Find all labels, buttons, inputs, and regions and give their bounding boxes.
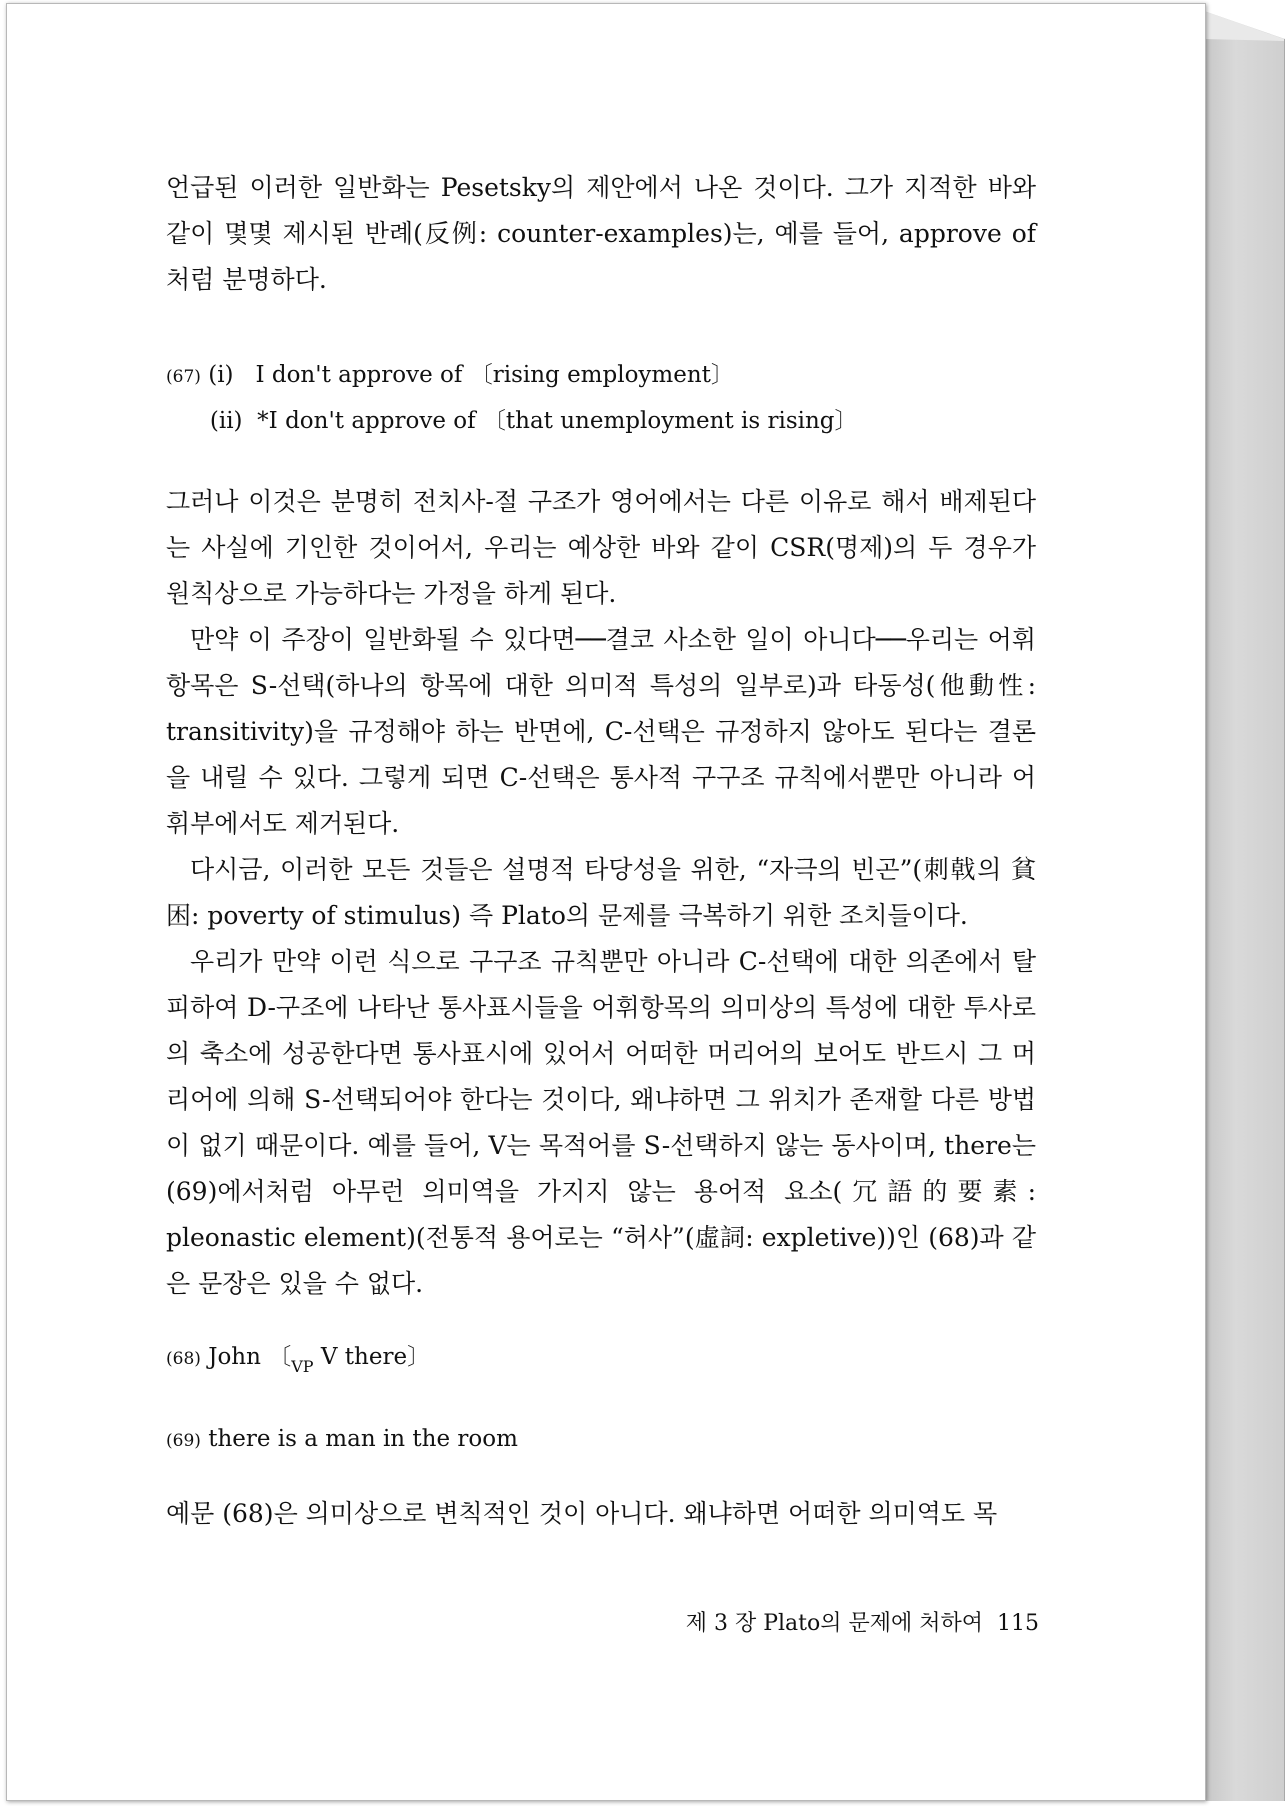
paragraph: 언급된 이러한 일반화는 Pesetsky의 제안에서 나온 것이다. 그가 지적한 바와 같이 몇몇 제시된 반례(反例: counter-examples)는, 예를 들어, approve of처럼 분명하다. (166, 173, 1036, 294)
example-sublabel: (ii) (209, 408, 243, 434)
example-text: V there〕 (313, 1344, 431, 1370)
example-text: there is a man in the room (208, 1426, 518, 1452)
example-69 (166, 1417, 1036, 1463)
example-sublabel: (i) (208, 362, 234, 388)
vp-subscript: VP (291, 1357, 314, 1376)
example-67-ii (166, 399, 1036, 443)
running-head: 제 3 장 Plato의 문제에 처하여 (685, 1611, 983, 1636)
paragraph: 우리가 만약 이런 식으로 구구조 규칙뿐만 아니라 C-선택에 대한 의존에서 탈피하여 D-구조에 나타난 통사표시들을 어휘항목의 의미상의 특성에 대한 투사로의 축소에 성공한다면 통사표시에 있어서 어떠한 머리어의 보어도 반드시 그 머리어에 의해 S-선택되어야 한다는 것이다, 왜냐하면 그 위치가 존재할 다른 방법이 없기 때문이다. 예를 들어, V는 목적어를 S-선택하지 않는 동사이며, there는 (69)에서처럼 아무런 의미역을 가지지 않는 용어적 요소(冗語的要素: pleonastic element)(전통적 용어로는 “허사”(虛詞: expletive))인 (68)과 같은 문장은 있을 수 없다. (166, 947, 1036, 1298)
example-68 (166, 1335, 1036, 1389)
page-body (166, 165, 1036, 1537)
page-number: 115 (997, 1611, 1039, 1636)
paragraph: 만약 이 주장이 일반화될 수 있다면──결코 사소한 일이 아니다──우리는 어휘항목은 S-선택(하나의 항목에 대한 의미적 특성의 일부로)과 타동성(他動性: transitivity)을 규정해야 하는 반면에, C-선택은 규정하지 않아도 된다는 결론을 내릴 수 있다. 그렇게 되면 C-선택은 통사적 구구조 규칙에서뿐만 아니라 어휘부에서도 제거된다. (166, 625, 1036, 838)
example-number: (68) (166, 1349, 201, 1369)
example-number: (67) (166, 367, 201, 387)
book-spine-top-edge (1204, 11, 1284, 41)
page-footer (686, 1606, 1039, 1637)
example-text: *I don't approve of 〔that unemployment is rising〕 (257, 408, 858, 434)
paragraph: 예문 (68)은 의미상으로 변칙적인 것이 아니다. 왜냐하면 어떠한 의미역도 목 (166, 1499, 998, 1528)
paragraph: 그러나 이것은 분명히 전치사-절 구조가 영어에서는 다른 이유로 해서 배제된다는 사실에 기인한 것이어서, 우리는 예상한 바와 같이 CSR(명제)의 두 경우가 원칙상으로 가능하다는 가정을 하게 된다. (166, 487, 1036, 608)
paragraph: 다시금, 이러한 모든 것들은 설명적 타당성을 위한, “자극의 빈곤”(刺戟의 貧困: poverty of stimulus) 즉 Plato의 문제를 극복하기 위한 조치들이다. (166, 855, 1036, 930)
example-67-i (166, 353, 1036, 399)
example-text: John 〔 (208, 1344, 292, 1370)
example-number: (69) (166, 1431, 201, 1451)
example-text: I don't approve of 〔rising employment〕 (255, 362, 734, 388)
book-spine (1204, 11, 1285, 1801)
